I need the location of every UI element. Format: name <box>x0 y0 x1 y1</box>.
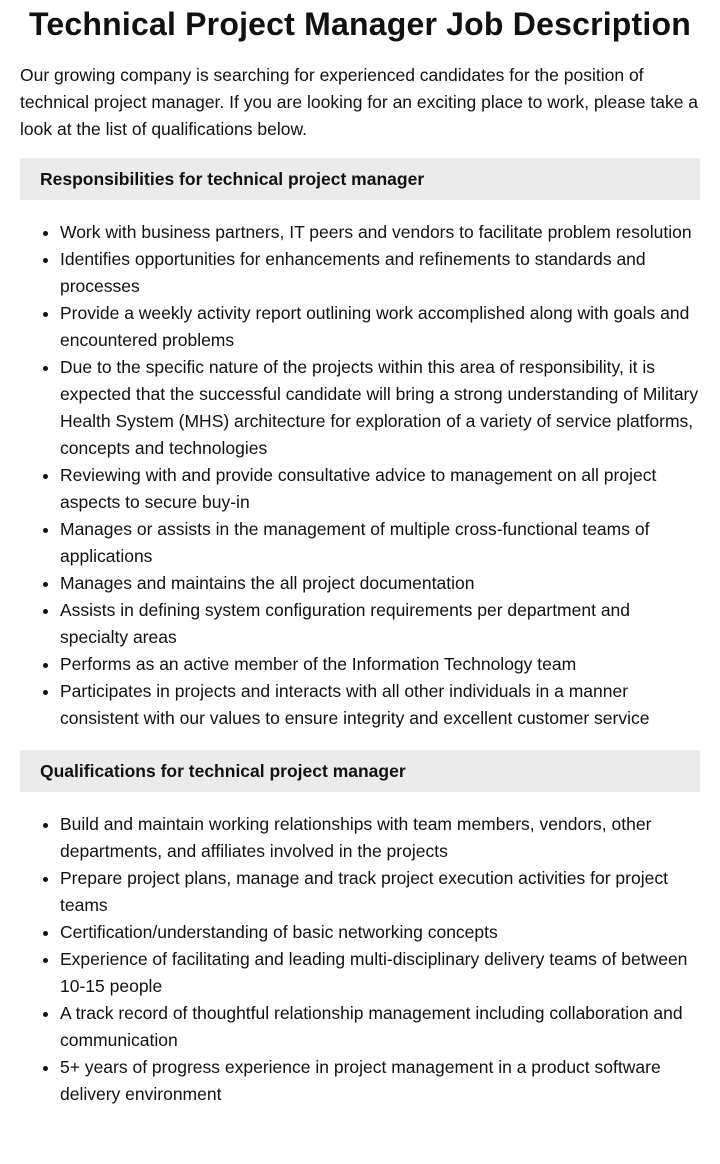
section-heading: Qualifications for technical project manager <box>20 750 700 792</box>
list-item: • Experience of facilitating and leading multi-disciplinary delivery teams of between 10-15 people <box>60 946 700 1000</box>
list-item: • Build and maintain working relationships with team members, vendors, other departments, and affiliates involved in the projects <box>60 811 700 865</box>
sections <box>20 158 700 1108</box>
section-list <box>20 219 700 732</box>
list-item: • Work with business partners, IT peers and vendors to facilitate problem resolution <box>60 219 700 246</box>
page-title: Technical Project Manager Job Description <box>29 6 691 42</box>
list-item: • Identifies opportunities for enhancements and refinements to standards and processes <box>60 246 700 300</box>
list-item: • Prepare project plans, manage and track project execution activities for project teams <box>60 865 700 919</box>
list-item: • Certification/understanding of basic networking concepts <box>60 919 700 946</box>
list-item: • Provide a weekly activity report outlining work accomplished along with goals and encountered problems <box>60 300 700 354</box>
list-item: • 5+ years of progress experience in project management in a product software delivery environment <box>60 1054 700 1108</box>
list-item: • Participates in projects and interacts with all other individuals in a manner consistent with our values to ensure integrity and excellent customer service <box>60 678 700 732</box>
intro-paragraph: Our growing company is searching for experienced candidates for the position of technical project manager. If you are looking for an exciting place to work, please take a look at the list of qualifications below. <box>20 65 699 139</box>
section-heading: Responsibilities for technical project manager <box>20 158 700 200</box>
section-list <box>20 811 700 1108</box>
list-item: • Assists in defining system configuration requirements per department and specialty areas <box>60 597 700 651</box>
list-item: • A track record of thoughtful relationship management including collaboration and communication <box>60 1000 700 1054</box>
list-item: • Manages or assists in the management of multiple cross-functional teams of applications <box>60 516 700 570</box>
list-item: • Reviewing with and provide consultative advice to management on all project aspects to secure buy-in <box>60 462 700 516</box>
list-item: • Due to the specific nature of the projects within this area of responsibility, it is expected that the successful candidate will bring a strong understanding of Military Health System (MHS) architecture for exploration of a variety of service platforms, concepts and technologies <box>60 354 700 462</box>
list-item: • Manages and maintains the all project documentation <box>60 570 700 597</box>
list-item: • Performs as an active member of the Information Technology team <box>60 651 700 678</box>
